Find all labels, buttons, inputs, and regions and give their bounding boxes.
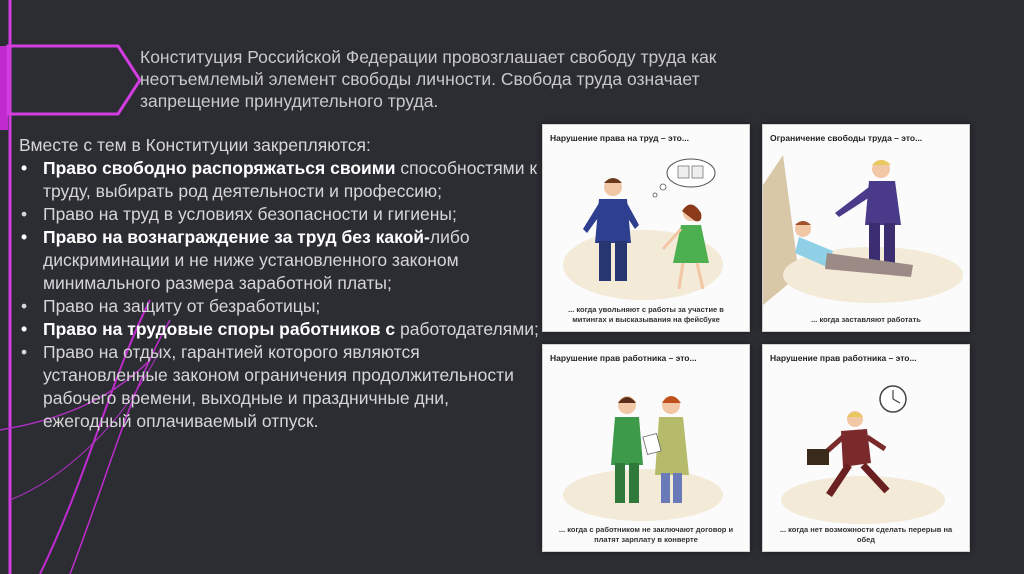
list-item	[19, 295, 539, 318]
card-title: Нарушение прав работника – это...	[770, 353, 917, 363]
bullet-icon: •	[21, 204, 28, 224]
intro-line: Конституция Российской Федерации провозглашает свободу труда как	[140, 47, 717, 67]
list-item-text: либо дискриминации и не ниже установленного законом минимального размера заработной платы;	[43, 227, 470, 293]
card-caption: ... когда нет возможности сделать перерыв на обед	[779, 525, 953, 544]
card-caption: ... когда с работником не заключают договор и платят зарплату в конверте	[558, 525, 734, 544]
list-item-strong: Право на трудовые споры работников с	[43, 319, 396, 339]
list-item	[19, 318, 539, 341]
list-item	[19, 157, 539, 203]
no-break-illustration	[763, 345, 969, 551]
list-item-text: Право на защиту от безработицы;	[43, 296, 321, 316]
illustration-grid	[540, 122, 970, 554]
forced-labor-illustration	[763, 125, 969, 331]
no-contract-illustration	[543, 345, 749, 551]
list-lead: Вместе с тем в Конституции закрепляются:	[19, 135, 371, 155]
bullet-icon: •	[21, 158, 28, 178]
card-title: Ограничение свободы труда – это...	[770, 133, 923, 143]
intro-line: неотъемлемый элемент свободы личности. Свобода труда означает	[140, 69, 700, 89]
illustration-card-2	[762, 124, 970, 332]
card-caption: ... когда заставляют работать	[811, 315, 921, 324]
illustration-card-3	[542, 344, 750, 552]
list-item	[19, 203, 539, 226]
intro-line: запрещение принудительного труда.	[140, 91, 439, 111]
list-item-text: способностями к труду, выбирать род деятельности и профессию;	[43, 158, 538, 201]
list-item-text: Право на отдых, гарантией которого являются установленные законом ограничения продолжительности рабочего времени, выходные и праздничные дни, ежегодный оплачиваемый отпуск.	[43, 342, 514, 431]
list-item	[19, 226, 539, 295]
list-item-text: работодателями;	[395, 319, 539, 339]
card-title: Нарушение права на труд – это...	[550, 133, 689, 143]
card-title: Нарушение прав работника – это...	[550, 353, 697, 363]
accent-arrow	[8, 46, 140, 114]
rights-list-section	[19, 134, 539, 433]
bullet-icon: •	[21, 296, 28, 316]
illustration-card-1	[542, 124, 750, 332]
list-item	[19, 341, 539, 433]
dismissal-illustration	[543, 125, 749, 331]
intro-paragraph	[140, 46, 880, 112]
bullet-icon: •	[21, 227, 28, 247]
illustration-card-4	[762, 344, 970, 552]
accent-bar	[0, 46, 8, 130]
list-item-strong: Право на вознаграждение за труд без какой-	[43, 227, 430, 247]
list-item-strong: Право свободно распоряжаться своими	[43, 158, 396, 178]
list-item-text: Право на труд в условиях безопасности и гигиены;	[43, 204, 457, 224]
card-caption: ... когда увольняют с работы за участие в митингах и высказывания на фейсбуке	[568, 305, 724, 324]
bullet-icon: •	[21, 319, 28, 339]
rights-list	[19, 157, 539, 433]
bullet-icon: •	[21, 342, 28, 362]
